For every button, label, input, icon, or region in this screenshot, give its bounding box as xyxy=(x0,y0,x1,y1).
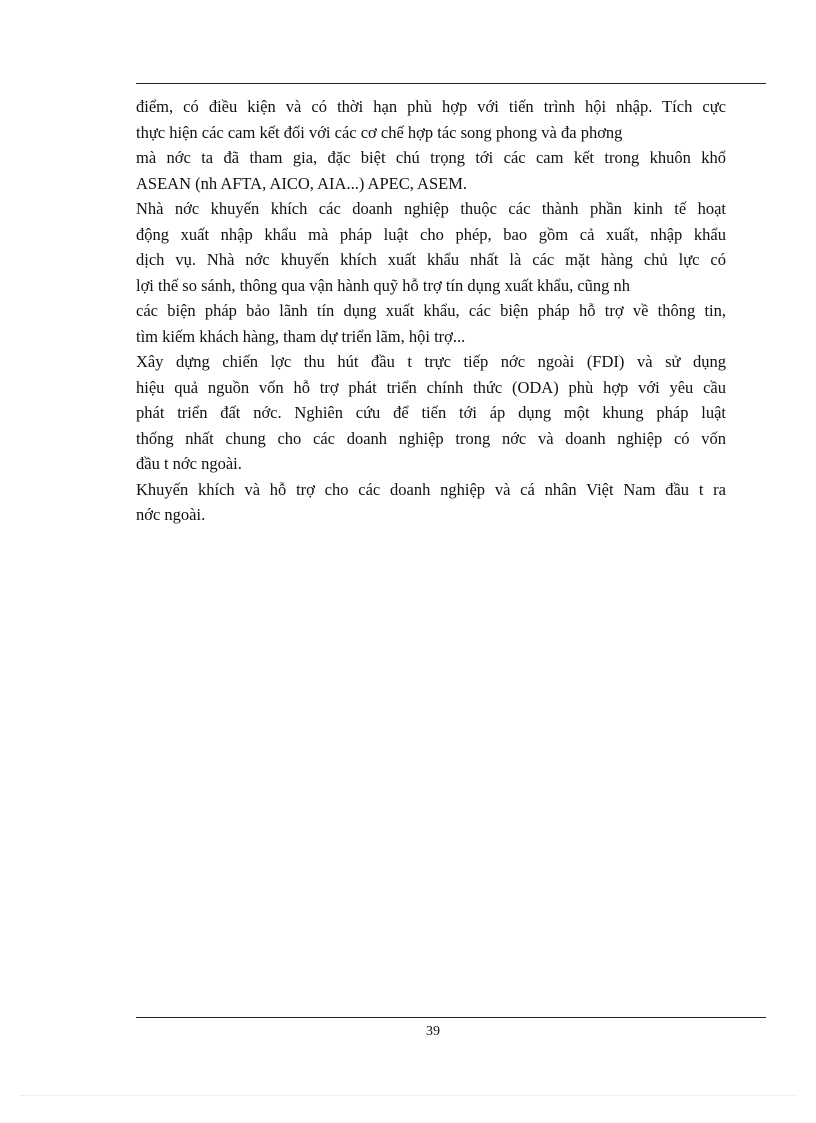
text-line: đầu t nớc ngoài. xyxy=(136,454,242,473)
document-body xyxy=(136,94,726,528)
text-line: mà nớc ta đã tham gia, đặc biệt chú trọng tới các cam kết trong khuôn khổ xyxy=(136,148,726,167)
page-number: 39 xyxy=(426,1024,440,1039)
text-line: thực hiện các cam kết đối với các cơ chế hợp tác song phong và đa phơng xyxy=(136,122,623,142)
text-line: lợi thế so sánh, thông qua vận hành quỹ hỗ trợ tín dụng xuất khẩu, cũng nh xyxy=(136,275,631,295)
text-line: nớc ngoài. xyxy=(136,505,206,524)
text-line: Khuyến khích và hỗ trợ cho các doanh nghiệp và cá nhân Việt Nam đầu t ra xyxy=(136,479,726,499)
text-line: dịch vụ. Nhà nớc khuyến khích xuất khẩu nhất là các mặt hàng chủ lực có xyxy=(136,250,726,269)
text-line: thống nhất chung cho các doanh nghiệp trong nớc và doanh nghiệp có vốn xyxy=(136,428,726,448)
text-line: hiệu quả nguồn vốn hỗ trợ phát triển chính thức (ODA) phù hợp với yêu cầu xyxy=(136,377,726,397)
text-line: ASEAN (nh AFTA, AICO, AIA...) APEC, ASEM. xyxy=(136,173,468,193)
page-bottom-edge xyxy=(20,1095,796,1096)
text-line: điểm, có điều kiện và có thời hạn phù hợp với tiến trình hội nhập. Tích cực xyxy=(136,97,726,116)
text-line: Xây dựng chiến lợc thu hút đầu t trực tiếp nớc ngoài (FDI) và sử dụng xyxy=(136,352,726,371)
text-line: phát triển đất nớc. Nghiên cứu để tiến tới áp dụng một khung pháp luật xyxy=(136,403,726,422)
text-line: Nhà nớc khuyến khích các doanh nghiệp thuộc các thành phần kinh tế hoạt xyxy=(136,199,726,218)
footer-rule xyxy=(136,1017,766,1018)
text-line: các biện pháp bảo lãnh tín dụng xuất khẩu, các biện pháp hỗ trợ về thông tin, xyxy=(136,301,726,320)
text-line: tìm kiếm khách hàng, tham dự triển lãm, hội trợ... xyxy=(136,326,466,346)
header-rule xyxy=(136,83,766,84)
text-line: động xuất nhập khẩu mà pháp luật cho phép, bao gồm cả xuất, nhập khẩu xyxy=(136,224,726,244)
